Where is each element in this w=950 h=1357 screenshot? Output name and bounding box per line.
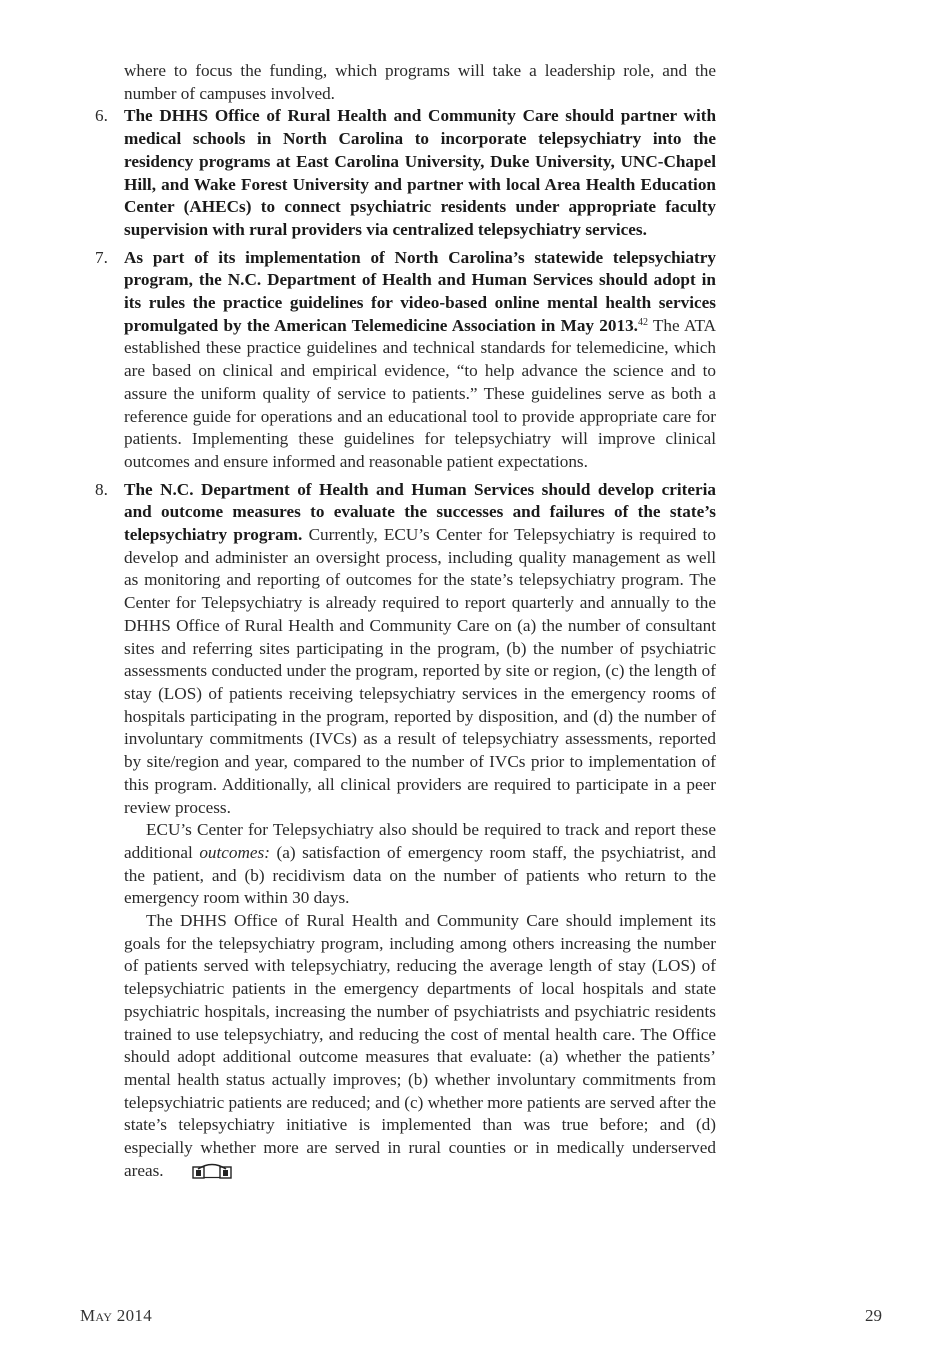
- paragraph-text: The DHHS Office of Rural Health and Community Care should implement its goals for the telepsychiatry program, including among others increasing the number of patients served with telepsychiatry, reducing the average length of stay (LOS) of telepsychiatric patients in the emergency departments of local hospitals and state psychiatric hospitals, increasing the number of psychiatrists and psychiatric residents trained to use telepsychiatry, and reducing the cost of mental health care. The Office should adopt additional outcome measures that evaluate: (a) whether the patients’ mental health status actually improves; (b) whether involuntary commitments from telepsychiatric patients are reduced; and (c) whether more patients are served after the state’s telepsychiatry initiative is implemented than was true before; and (d) especially whether more are served in rural counties or in medically underserved areas.: [124, 911, 716, 1180]
- item-number: 8.: [95, 479, 108, 499]
- item-paragraph: [124, 819, 716, 910]
- item-number: 6.: [95, 106, 108, 126]
- item-paragraph: [124, 910, 716, 1182]
- recommendation-heading: The N.C. Department of Health and Human Services should develop criteria and outcome measures to evaluate the successes and failures of the state’s telepsychiatry program.: [124, 479, 716, 545]
- item-body: [124, 105, 716, 241]
- recommendation-heading: As part of its implementation of North Carolina’s statewide telepsychiatry program, the N.C. Department of Health and Human Services should adopt in its rules the practice guidelines for video-based online mental health services promulgated by the American Telemedicine Association in May 2013.: [124, 247, 716, 335]
- item-text: Currently, ECU’s Center for Telepsychiatry is required to develop and administer an oversight process, including quality management as well as monitoring and reporting of outcomes for the state’s telepsychiatry program. The Center for Telepsychiatry is already required to report quarterly and annually to the DHHS Office of Rural Health and Community Care on (a) the number of consultant sites and referring sites participating in the program, (b) the number of psychiatric assessments conducted under the program, reported by site or region, (c) the length of stay (LOS) of patients receiving telepsychiatry services in the emergency rooms of hospitals participating in the program, reported by disposition, and (d) the number of involuntary commitments (IVCs) as a result of telepsychiatry assessments, reported by site/region and year, compared to the number of IVCs prior to implementation of this program. Additionally, all clinical providers are required to participate in a peer review process.: [124, 525, 716, 817]
- item-body: [124, 479, 716, 820]
- list-item-6: [95, 105, 716, 241]
- page-body: [95, 60, 717, 1187]
- item-number: 7.: [95, 247, 108, 267]
- item-body: [124, 247, 716, 474]
- item-text: The ATA established these practice guidelines and technical standards for telemedicine, which are based on clinical and empirical evidence, “to help advance the science and to assure the uniform quality of service to patients.” These guidelines serve as both a reference guide for operations and an educational tool to provide appropriate care for patients. Implementing these guidelines for telepsychiatry will improve clinical outcomes and ensure informed and reasonable patient expectations.: [124, 315, 716, 471]
- list-item-7: [95, 247, 716, 474]
- paragraph-text: (a) satisfaction of emergency room staff, the psychiatrist, and the patient, and (b) recidivism data on the number of patients who return to the emergency room within 30 days.: [124, 842, 717, 908]
- paragraph-text: ECU’s Center for Telepsychiatry also should be required to track and report these additional: [124, 820, 716, 862]
- recommendation-heading: The DHHS Office of Rural Health and Community Care should partner with medical schools in North Carolina to incorporate telepsychiatry into the residency programs at East Carolina University, Duke University, UNC-Chapel Hill, and Wake Forest University and partner with local Area Health Education Center (AHECs) to connect psychiatric residents under appropriate faculty supervision with rural providers via centralized telepsychiatry services.: [124, 106, 716, 239]
- lead-paragraph: where to focus the funding, which programs will take a leadership role, and the number of campuses involved.: [124, 61, 716, 103]
- footnote-ref[interactable]: 42: [637, 316, 648, 328]
- page-number: 29: [865, 1306, 882, 1325]
- list-item-8: [95, 479, 717, 1183]
- emphasis-outcomes: outcomes:: [199, 842, 270, 862]
- footer-date: May 2014: [80, 1306, 152, 1325]
- capitol-building-icon: [170, 1161, 210, 1179]
